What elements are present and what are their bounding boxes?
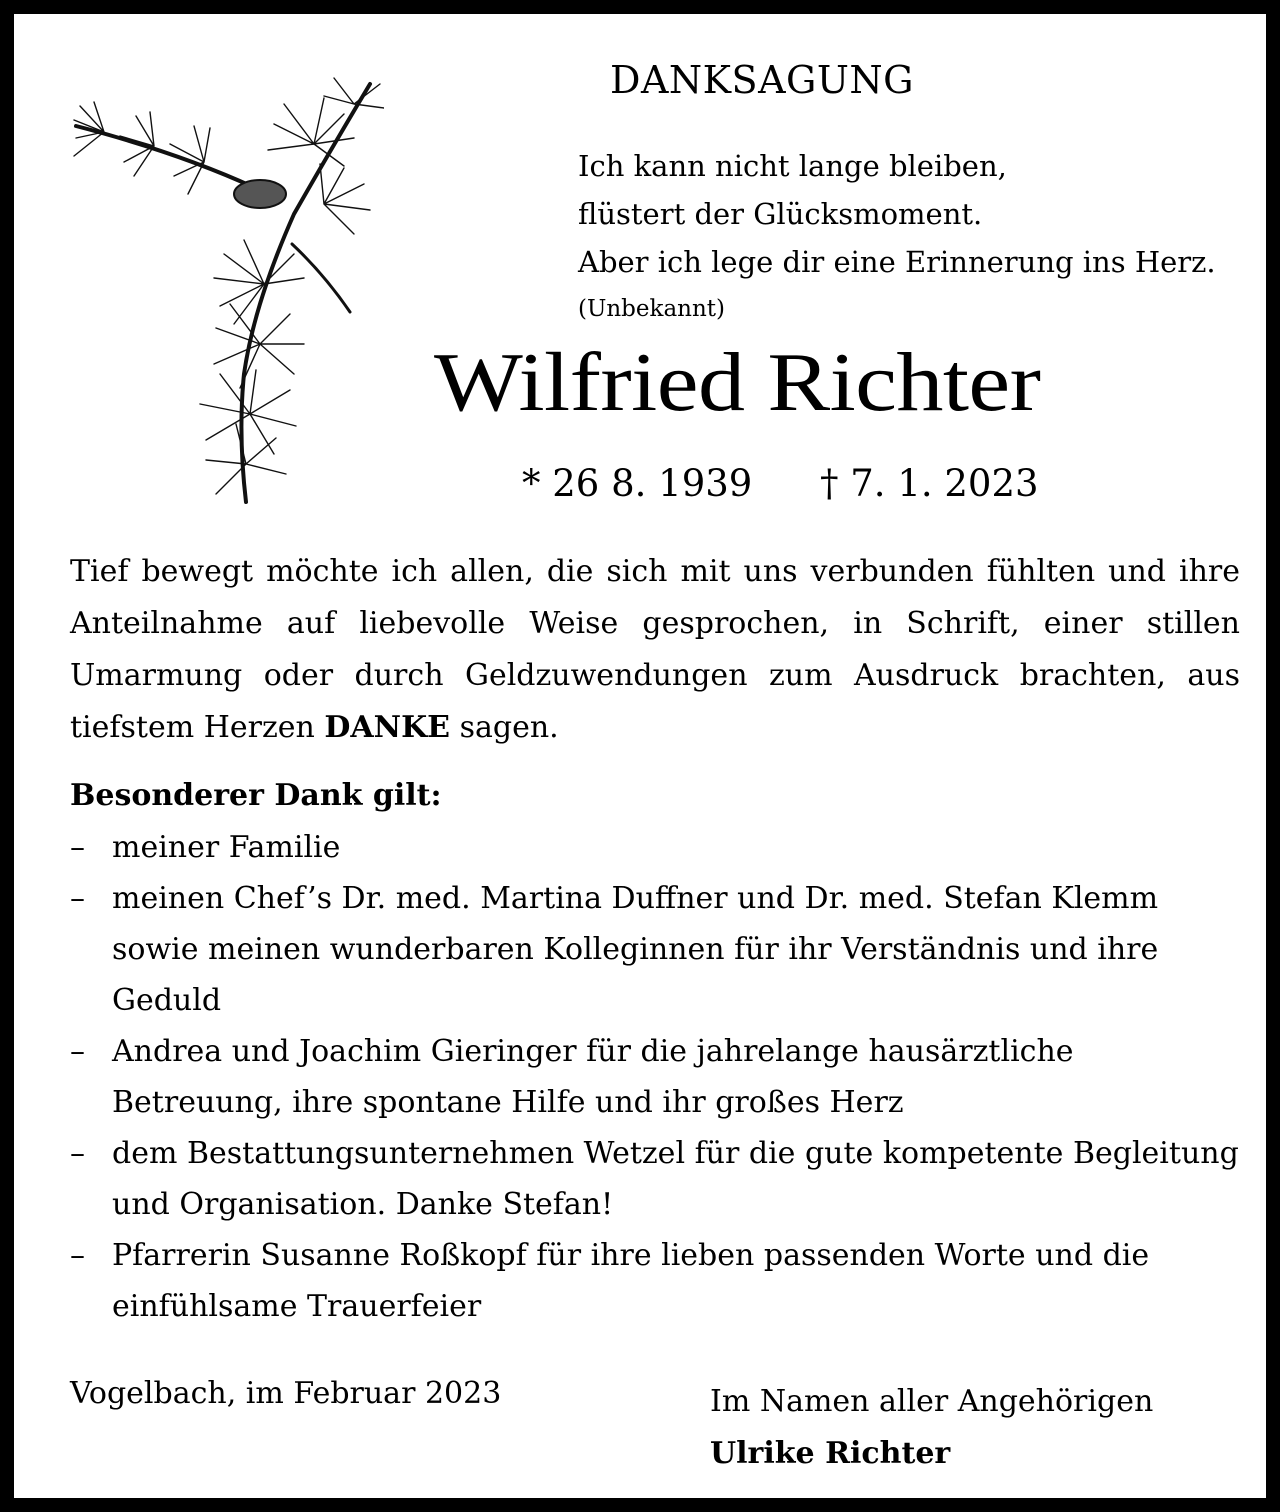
list-item	[70, 822, 1240, 873]
deceased-name: Wilfried Richter	[434, 336, 1041, 429]
signoff-block	[710, 1376, 1153, 1480]
list-item-text: Andrea und Joachim Gieringer für die jahrelange hausärztliche Betreuung, ihre spontane Hilfe und ihr großes Herz	[112, 1034, 1074, 1120]
intro-text: Tief bewegt möchte ich allen, die sich mit uns verbunden fühlten und ihre Anteilnahme auf liebevolle Weise gesprochen, in Schrift, einer stillen Umarmung oder durch Geldzuwendungen zum Ausdruck brachten, aus tiefstem Herzen	[70, 554, 1240, 745]
list-item	[70, 873, 1240, 1026]
list-dash: –	[70, 1136, 85, 1171]
place-date: Vogelbach, im Februar 2023	[70, 1376, 502, 1411]
list-item-text: dem Bestattungsunternehmen Wetzel für die gute kompetente Begleitung und Organisation. Danke Stefan!	[112, 1136, 1239, 1222]
larch-branch-icon	[64, 74, 384, 504]
quote-line: flüstert der Glücksmoment.	[578, 197, 983, 231]
list-dash: –	[70, 1238, 85, 1273]
quote-line: Aber ich lege dir eine Erinnerung ins Herz.	[578, 245, 1216, 279]
list-dash: –	[70, 881, 85, 916]
list-item-text: meiner Familie	[112, 830, 341, 865]
list-dash: –	[70, 1034, 85, 1069]
list-item	[70, 1026, 1240, 1128]
list-item	[70, 1230, 1240, 1332]
notice-heading: DANKSAGUNG	[610, 58, 915, 102]
quote-source: (Unbekannt)	[578, 296, 725, 322]
thanks-heading: Besonderer Dank gilt:	[70, 778, 442, 813]
signoff-name: Ulrike Richter	[710, 1436, 951, 1471]
list-item-text: Pfarrerin Susanne Roßkopf für ihre lieben passenden Worte und die einfühlsame Trauerfeier	[112, 1238, 1150, 1324]
list-dash: –	[70, 830, 85, 865]
intro-bold: DANKE	[324, 710, 451, 745]
quote-block	[578, 142, 1216, 332]
list-item	[70, 1128, 1240, 1230]
intro-paragraph	[70, 546, 1240, 754]
birth-date: * 26 8. 1939	[522, 462, 753, 505]
intro-end: sagen.	[459, 710, 559, 745]
list-item-text: meinen Chef’s Dr. med. Martina Duffner und Dr. med. Stefan Klemm sowie meinen wunderbaren Kolleginnen für ihr Verständnis und ihre Geduld	[112, 881, 1159, 1018]
death-date: † 7. 1. 2023	[820, 462, 1039, 505]
quote-line: Ich kann nicht lange bleiben,	[578, 149, 1007, 183]
signoff-line: Im Namen aller Angehörigen	[710, 1384, 1154, 1419]
thanks-list	[70, 822, 1240, 1332]
